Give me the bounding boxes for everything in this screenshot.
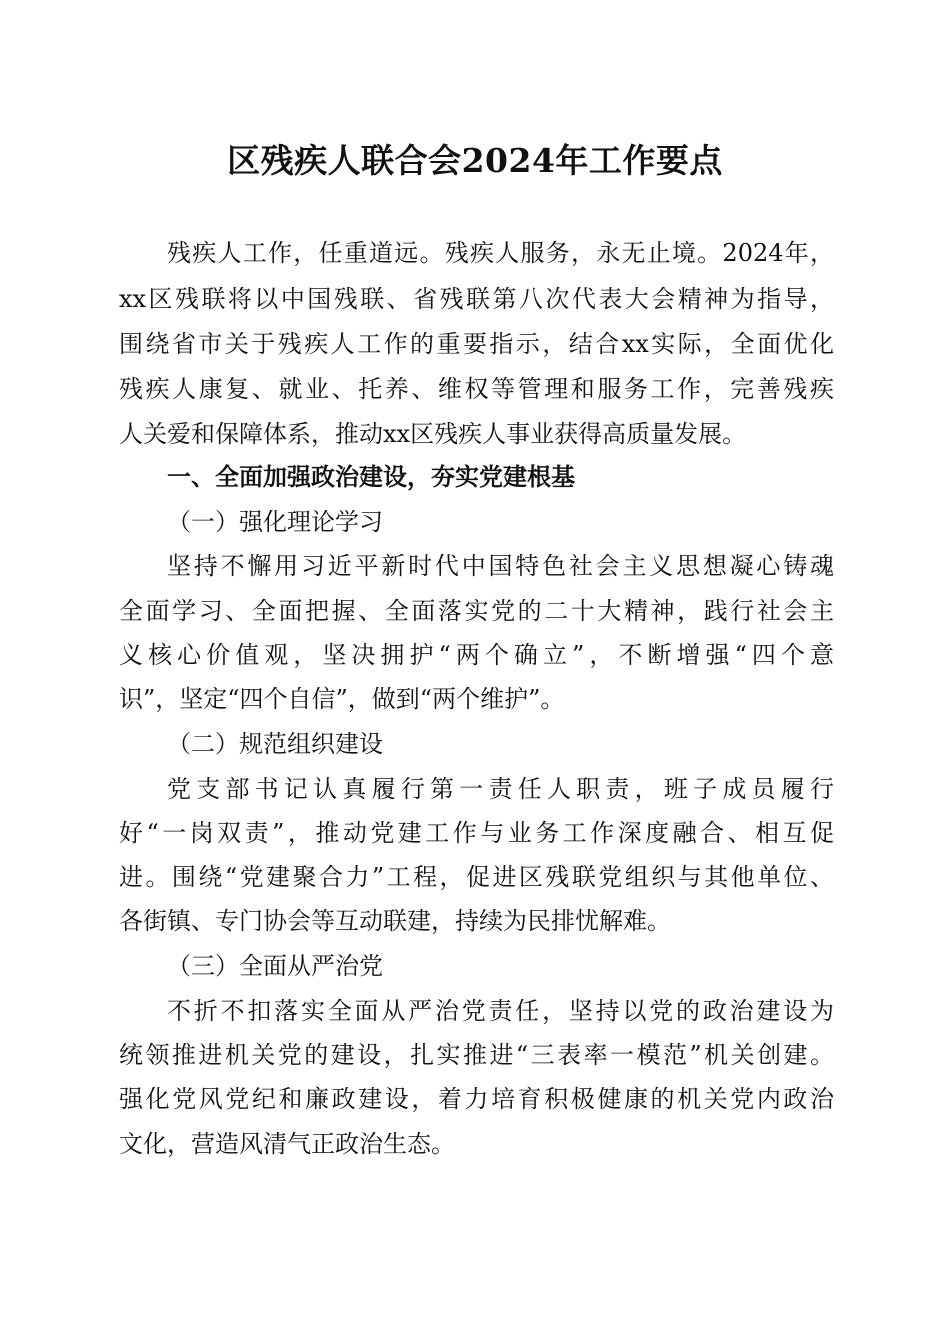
subsection-3-line-4: 文化，营造风清气正政治生态。	[119, 1130, 455, 1158]
subsection-3-line-3: 强化党风党纪和廉政建设，着力培育积极健康的机关党内政治	[119, 1085, 834, 1113]
intro-line-3: 围绕省市关于残疾人工作的重要指示，结合xx实际，全面优化	[119, 330, 834, 358]
intro-line-4: 残疾人康复、就业、托养、维权等管理和服务工作，完善残疾	[119, 375, 834, 403]
subsection-1-line-4: 识”，坚定“四个自信”，做到“两个维护”。	[119, 685, 565, 713]
subsection-1-heading: （一）强化理论学习	[167, 508, 383, 536]
document-title: 区残疾人联合会2024年工作要点	[227, 141, 723, 180]
subsection-2-line-1: 党支部书记认真履行第一责任人职责，班子成员履行	[167, 775, 834, 803]
intro-line-2: xx区残联将以中国残联、省残联第八次代表大会精神为指导，	[119, 285, 834, 313]
subsection-1-line-2: 全面学习、全面把握、全面落实党的二十大精神，践行社会主	[119, 597, 834, 625]
subsection-2-line-2: 好“一岗双责”，推动党建工作与业务工作深度融合、相互促	[119, 819, 834, 847]
subsection-1-line-3: 义核心价值观，坚决拥护“两个确立”，不断增强“四个意	[119, 641, 834, 669]
section-1-heading: 一、全面加强政治建设，夯实党建根基	[167, 463, 575, 491]
intro-line-5: 人关爱和保障体系，推动xx区残疾人事业获得高质量发展。	[119, 420, 747, 448]
subsection-3-line-2: 统领推进机关党的建设，扎实推进“三表率一模范”机关创建。	[119, 1041, 834, 1069]
subsection-1-line-1: 坚持不懈用习近平新时代中国特色社会主义思想凝心铸魂	[167, 552, 834, 580]
subsection-2-line-4: 各街镇、专门协会等互动联建，持续为民排忧解难。	[119, 907, 671, 935]
subsection-2-line-3: 进。围绕“党建聚合力”工程，促进区残联党组织与其他单位、	[119, 863, 834, 891]
subsection-3-heading: （三）全面从严治党	[167, 952, 383, 980]
subsection-3-line-1: 不折不扣落实全面从严治党责任，坚持以党的政治建设为	[167, 997, 834, 1025]
intro-line-1: 残疾人工作，任重道远。残疾人服务，永无止境。2024年，	[167, 239, 834, 267]
subsection-2-heading: （二）规范组织建设	[167, 730, 383, 758]
